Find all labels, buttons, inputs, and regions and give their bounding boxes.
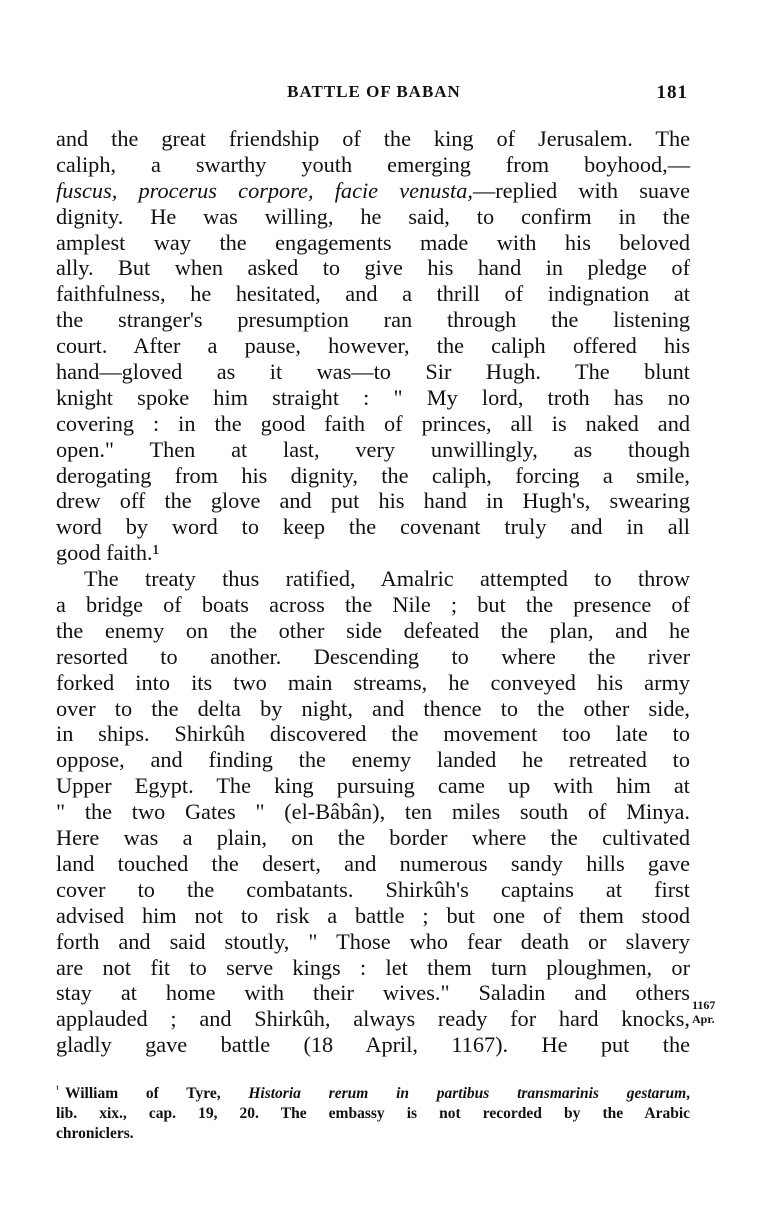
text-line: court. After a pause, however, the caliph offered his [56, 333, 690, 359]
text-line: forth and said stoutly, " Those who fear death or slavery [56, 928, 690, 954]
page-number: 181 [656, 82, 688, 103]
text-line: the stranger's presumption ran through the listening [56, 307, 690, 333]
work-title: Historia rerum in partibus transmarinis gestarum [248, 1085, 687, 1103]
footnote-line [56, 1080, 690, 1104]
margin-note-year: 1167 [692, 998, 716, 1012]
footnote-line: lib. xix., cap. 19, 20. The embassy is not recorded by the Arabic [56, 1105, 690, 1123]
text-line: advised him not to risk a battle ; but one of them stood [56, 902, 690, 928]
footnote-line-text: William of Tyre, Historia rerum in partibus transmarinis gestarum, [65, 1085, 691, 1103]
footnote [56, 1080, 690, 1144]
text-line: good faith.¹ [56, 540, 160, 566]
text-line: " the two Gates " (el-Bâbân), ten miles south of Minya. [56, 799, 690, 825]
latin-description: fuscus, procerus corpore, facie venusta, [56, 177, 473, 203]
text-line: oppose, and finding the enemy landed he retreated to [56, 747, 690, 773]
text-line: land touched the desert, and numerous sandy hills gave [56, 850, 690, 876]
text-line: the enemy on the other side defeated the plan, and he [56, 617, 690, 643]
text-line: word by word to keep the covenant truly and in all [56, 514, 690, 540]
body-text [56, 126, 690, 1058]
text-line: cover to the combatants. Shirkûh's captains at first [56, 876, 690, 902]
text-line: Here was a plain, on the border where the cultivated [56, 825, 690, 851]
text-line: stay at home with their wives." Saladin and others [56, 980, 690, 1006]
text-line: in ships. Shirkûh discovered the movement too late to [56, 721, 690, 747]
text-line: hand—gloved as it was—to Sir Hugh. The blunt [56, 359, 690, 385]
text-line: applauded ; and Shirkûh, always ready for hard knocks, [56, 1006, 690, 1032]
text-line: derogating from his dignity, the caliph, forcing a smile, [56, 462, 690, 488]
text-line: covering : in the good faith of princes, all is naked and [56, 410, 690, 436]
text-line: caliph, a swarthy youth emerging from boyhood,— [56, 151, 690, 177]
text-line: faithfulness, he hesitated, and a thrill of indignation at [56, 281, 690, 307]
text-line: resorted to another. Descending to where the river [56, 643, 690, 669]
text-line-paragraph-start: The treaty thus ratified, Amalric attempted to throw [84, 566, 690, 592]
text-line: knight spoke him straight : " My lord, troth has no [56, 384, 690, 410]
text-line: are not fit to serve kings : let them turn ploughmen, or [56, 954, 690, 980]
text-line: forked into its two main streams, he conveyed his army [56, 669, 690, 695]
running-header [60, 82, 688, 108]
text-line: and the great friendship of the king of Jerusalem. The [56, 126, 690, 151]
footnote-line: chroniclers. [56, 1125, 134, 1143]
text-line-italic-quote: fuscus, procerus corpore, facie venusta,—replied with suave [56, 177, 690, 203]
text-line: gladly gave battle (18 April, 1167). He put the [56, 1032, 690, 1058]
text-line: dignity. He was willing, he said, to confirm in the [56, 203, 690, 229]
running-title: BATTLE OF BABAN [287, 82, 461, 101]
text-line: Upper Egypt. The king pursuing came up with him at [56, 773, 690, 799]
text-line: over to the delta by night, and thence to the other side, [56, 695, 690, 721]
text-line: ally. But when asked to give his hand in pledge of [56, 255, 690, 281]
margin-note-month: Apr. [692, 1012, 715, 1026]
footnote-marker: ¹ [56, 1084, 59, 1095]
text-line: open." Then at last, very unwillingly, as though [56, 436, 690, 462]
text-line: drew off the glove and put his hand in Hugh's, swearing [56, 488, 690, 514]
margin-note [692, 998, 715, 1026]
text-line: amplest way the engagements made with his beloved [56, 229, 690, 255]
text-line: a bridge of boats across the Nile ; but the presence of [56, 592, 690, 618]
